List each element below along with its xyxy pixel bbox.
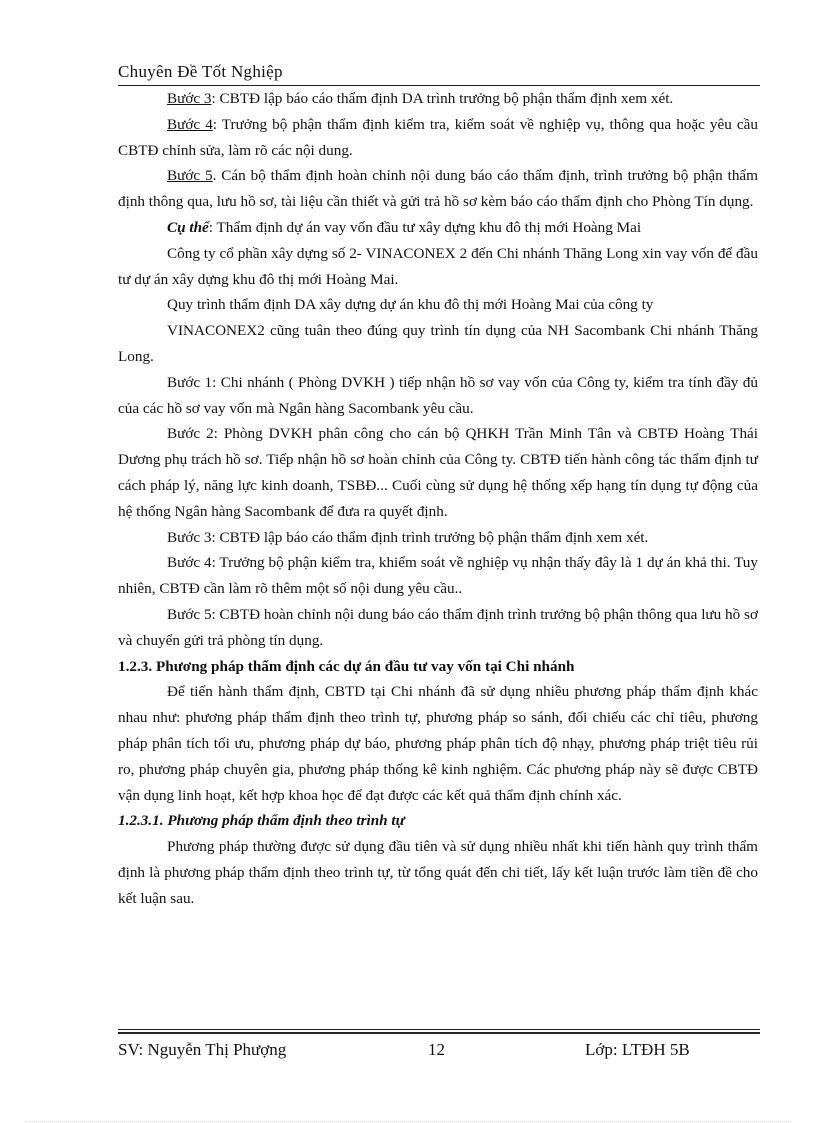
footer-student: SV: Nguyễn Thị Phượng <box>118 1040 287 1059</box>
footer-page-number: 12 <box>428 1040 445 1059</box>
paragraph-step4 <box>118 112 758 164</box>
step5-label: Bước 5 <box>167 167 213 185</box>
footer-rule-thin <box>118 1029 760 1030</box>
page-edge-dotted <box>25 1121 791 1122</box>
paragraph-company: Công ty cổ phần xây dựng số 2- VINACONEX 2 đến Chi nhánh Thăng Long xin vay vốn để đầu tư dự án xây dựng khu đô thị mới Hoàng Mai. <box>118 244 758 288</box>
paragraph-vinaconex: VINACONEX2 cũng tuân theo đúng quy trình tín dụng của NH Sacombank Chi nhánh Thăng Long. <box>118 322 758 365</box>
paragraph-specific <box>118 215 758 241</box>
footer-class: Lớp: LTĐH 5B <box>585 1040 690 1059</box>
section-heading-1-2-3: 1.2.3. Phương pháp thẩm định các dự án đầu tư vay vốn tại Chi nhánh <box>118 657 575 675</box>
document-body <box>118 86 758 912</box>
step4-label: Bước 4 <box>167 115 213 133</box>
paragraph-methods: Để tiến hành thẩm định, CBTD tại Chi nhánh đã sử dụng nhiều phương pháp thẩm định khác nhau như: phương pháp thẩm định theo trình tự, phương pháp so sánh, đối chiếu các chỉ tiêu, phương pháp phân tích tối ưu, phương pháp dự báo, phương pháp phân tích độ nhạy, phương pháp triệt tiêu rủi ro, phương pháp chuyên gia, phương pháp thống kê kinh nghiệm. Các phương pháp này sẽ được CBTĐ vận dụng linh hoạt, kết hợp khoa học để đạt được các kết quả thẩm định chính xác. <box>118 683 758 804</box>
paragraph-case-step5: Bước 5: CBTĐ hoàn chỉnh nội dung báo cáo thẩm định trình trưởng bộ phận thông qua lưu hồ sơ và chuyển gửi trả phòng tín dụng. <box>118 605 758 649</box>
paragraph-process-intro: Quy trình thẩm định DA xây dựng dự án khu đô thị mới Hoàng Mai của công ty <box>167 296 654 314</box>
section-heading-1-2-3-1: 1.2.3.1. Phương pháp thẩm định theo trình tự <box>118 812 405 830</box>
paragraph-case-step2: Bước 2: Phòng DVKH phân công cho cán bộ QHKH Trần Minh Tân và CBTĐ Hoàng Thái Dương phụ trách hồ sơ. Tiếp nhận hồ sơ hoàn chỉnh của Công ty. CBTĐ tiến hành công tác thẩm định tư cách pháp lý, năng lực kinh doanh, TSBĐ... Cuối cùng sử dụng hệ thống xếp hạng tín dụng tự động của hệ thống Ngân hàng Sacombank để đưa ra quyết định. <box>118 425 758 520</box>
paragraph-case-step4: Bước 4: Trưởng bộ phận kiểm tra, khiểm soát về nghiệp vụ nhận thấy đây là 1 dự án khả thi. Tuy nhiên, CBTĐ cần làm rõ thêm một số nội dung yêu cầu.. <box>118 554 758 598</box>
paragraph-step3 <box>118 86 758 112</box>
specific-text: : Thẩm định dự án vay vốn đầu tư xây dựng khu đô thị mới Hoàng Mai <box>208 218 642 236</box>
step3-text: : CBTĐ lập báo cáo thẩm định DA trình trưởng bộ phận thẩm định xem xét. <box>211 90 674 107</box>
page-header-title: Chuyên Đề Tốt Nghiệp <box>118 62 283 81</box>
paragraph-case-step3: Bước 3: CBTĐ lập báo cáo thẩm định trình trưởng bộ phận thẩm định xem xét. <box>167 528 649 546</box>
paragraph-case-step1: Bước 1: Chi nhánh ( Phòng DVKH ) tiếp nhận hồ sơ vay vốn của Công ty, kiểm tra tính đầy đủ của các hồ sơ vay vốn mà Ngân hàng Sacombank yêu cầu. <box>118 373 758 417</box>
step3-label: Bước 3 <box>167 90 212 107</box>
step5-text: . Cán bộ thẩm định hoàn chỉnh nội dung báo cáo thẩm định, trình trưởng bộ phận thẩm định thông qua, lưu hồ sơ, tài liệu cần thiết và gửi trả hồ sơ kèm báo cáo thẩm định cho Phòng Tín dụng. <box>118 167 758 211</box>
step4-text: : Trưởng bộ phận thẩm định kiểm tra, kiểm soát về nghiệp vụ, thông qua hoặc yêu cầu CBTĐ chỉnh sửa, làm rõ các nội dung. <box>118 115 758 159</box>
paragraph-sequential-method: Phương pháp thường được sử dụng đầu tiên và sử dụng nhiều nhất khi tiến hành quy trình thẩm định là phương pháp thẩm định theo trình tự, từ tổng quát đến chi tiết, lấy kết luận trước làm tiền đề cho kết luận sau. <box>118 838 758 907</box>
specific-label: Cụ thể <box>167 218 209 236</box>
footer-rule-thick <box>118 1032 760 1034</box>
paragraph-step5 <box>118 163 758 215</box>
